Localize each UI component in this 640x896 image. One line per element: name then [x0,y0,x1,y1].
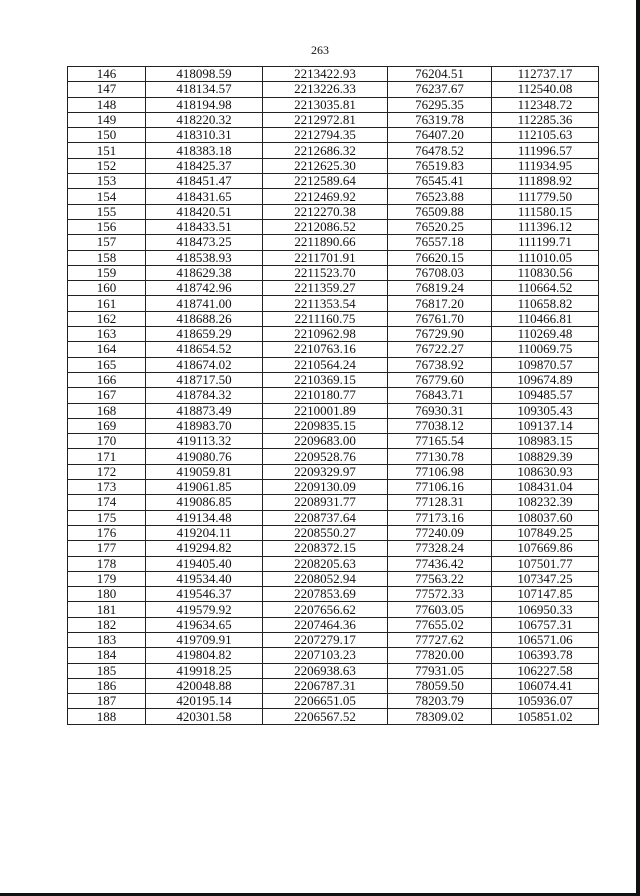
value-b-cell: 109137.14 [492,418,599,433]
point-number-cell: 185 [68,663,146,678]
y-coordinate-cell: 2209329.97 [263,464,388,479]
y-coordinate-cell: 2209130.09 [263,480,388,495]
table-row [68,143,599,158]
table-row [68,648,599,663]
value-a-cell: 76509.88 [388,204,492,219]
table-row [68,128,599,143]
y-coordinate-cell: 2210962.98 [263,327,388,342]
value-a-cell: 76407.20 [388,128,492,143]
table-body [68,67,599,725]
value-b-cell: 106757.31 [492,617,599,632]
table-row [68,174,599,189]
point-number-cell: 151 [68,143,146,158]
y-coordinate-cell: 2208550.27 [263,525,388,540]
point-number-cell: 150 [68,128,146,143]
value-a-cell: 76761.70 [388,311,492,326]
x-coordinate-cell: 418674.02 [146,357,263,372]
table-row [68,556,599,571]
value-b-cell: 110269.48 [492,327,599,342]
point-number-cell: 181 [68,602,146,617]
table-row [68,189,599,204]
point-number-cell: 172 [68,464,146,479]
x-coordinate-cell: 419918.25 [146,663,263,678]
value-a-cell: 76520.25 [388,219,492,234]
y-coordinate-cell: 2211359.27 [263,281,388,296]
value-b-cell: 107501.77 [492,556,599,571]
y-coordinate-cell: 2208372.15 [263,541,388,556]
point-number-cell: 184 [68,648,146,663]
x-coordinate-cell: 419204.11 [146,525,263,540]
point-number-cell: 147 [68,82,146,97]
point-number-cell: 155 [68,204,146,219]
value-b-cell: 105936.07 [492,694,599,709]
value-b-cell: 106393.78 [492,648,599,663]
x-coordinate-cell: 418433.51 [146,219,263,234]
value-a-cell: 76478.52 [388,143,492,158]
value-b-cell: 109305.43 [492,403,599,418]
value-b-cell: 108983.15 [492,434,599,449]
y-coordinate-cell: 2212469.92 [263,189,388,204]
y-coordinate-cell: 2207656.62 [263,602,388,617]
value-a-cell: 76237.67 [388,82,492,97]
value-b-cell: 110664.52 [492,281,599,296]
value-b-cell: 111199.71 [492,235,599,250]
table-row [68,327,599,342]
point-number-cell: 146 [68,67,146,82]
point-number-cell: 174 [68,495,146,510]
value-a-cell: 78203.79 [388,694,492,709]
y-coordinate-cell: 2210369.15 [263,372,388,387]
value-a-cell: 76204.51 [388,67,492,82]
value-a-cell: 76843.71 [388,388,492,403]
table-row [68,541,599,556]
x-coordinate-cell: 419546.37 [146,587,263,602]
value-a-cell: 77727.62 [388,632,492,647]
y-coordinate-cell: 2212686.32 [263,143,388,158]
x-coordinate-cell: 418983.70 [146,418,263,433]
y-coordinate-cell: 2213226.33 [263,82,388,97]
x-coordinate-cell: 419579.92 [146,602,263,617]
x-coordinate-cell: 418538.93 [146,250,263,265]
value-b-cell: 109674.89 [492,372,599,387]
table-row [68,571,599,586]
value-b-cell: 111934.95 [492,158,599,173]
y-coordinate-cell: 2206567.52 [263,709,388,724]
point-number-cell: 167 [68,388,146,403]
table-row [68,342,599,357]
x-coordinate-cell: 419804.82 [146,648,263,663]
value-b-cell: 111898.92 [492,174,599,189]
table-row [68,219,599,234]
value-a-cell: 78059.50 [388,678,492,693]
value-b-cell: 106074.41 [492,678,599,693]
point-number-cell: 149 [68,112,146,127]
point-number-cell: 148 [68,97,146,112]
value-b-cell: 108037.60 [492,510,599,525]
point-number-cell: 160 [68,281,146,296]
y-coordinate-cell: 2207279.17 [263,632,388,647]
value-b-cell: 106950.33 [492,602,599,617]
table-row [68,357,599,372]
y-coordinate-cell: 2210180.77 [263,388,388,403]
x-coordinate-cell: 419061.85 [146,480,263,495]
value-a-cell: 76295.35 [388,97,492,112]
value-a-cell: 76817.20 [388,296,492,311]
point-number-cell: 158 [68,250,146,265]
point-number-cell: 183 [68,632,146,647]
point-number-cell: 179 [68,571,146,586]
point-number-cell: 169 [68,418,146,433]
point-number-cell: 164 [68,342,146,357]
point-number-cell: 178 [68,556,146,571]
y-coordinate-cell: 2207103.23 [263,648,388,663]
value-a-cell: 77603.05 [388,602,492,617]
value-b-cell: 112540.08 [492,82,599,97]
point-number-cell: 170 [68,434,146,449]
x-coordinate-cell: 418629.38 [146,265,263,280]
table-row [68,372,599,387]
y-coordinate-cell: 2210763.16 [263,342,388,357]
point-number-cell: 161 [68,296,146,311]
value-a-cell: 77240.09 [388,525,492,540]
point-number-cell: 157 [68,235,146,250]
value-a-cell: 76620.15 [388,250,492,265]
value-b-cell: 110658.82 [492,296,599,311]
value-b-cell: 108232.39 [492,495,599,510]
point-number-cell: 173 [68,480,146,495]
table-row [68,265,599,280]
point-number-cell: 171 [68,449,146,464]
x-coordinate-cell: 418742.96 [146,281,263,296]
x-coordinate-cell: 419059.81 [146,464,263,479]
value-a-cell: 77106.98 [388,464,492,479]
x-coordinate-cell: 419534.40 [146,571,263,586]
point-number-cell: 154 [68,189,146,204]
x-coordinate-cell: 418741.00 [146,296,263,311]
y-coordinate-cell: 2211160.75 [263,311,388,326]
table-row [68,587,599,602]
y-coordinate-cell: 2210001.89 [263,403,388,418]
point-number-cell: 153 [68,174,146,189]
table-row [68,525,599,540]
point-number-cell: 168 [68,403,146,418]
value-a-cell: 76523.88 [388,189,492,204]
value-a-cell: 77655.02 [388,617,492,632]
table-row [68,250,599,265]
value-a-cell: 76319.78 [388,112,492,127]
value-b-cell: 107347.25 [492,571,599,586]
table-row [68,403,599,418]
y-coordinate-cell: 2209683.00 [263,434,388,449]
value-b-cell: 105851.02 [492,709,599,724]
page-number: 263 [311,43,329,57]
table-row [68,97,599,112]
table-row [68,235,599,250]
scan-edge-right [636,0,640,896]
table-row [68,67,599,82]
point-number-cell: 166 [68,372,146,387]
x-coordinate-cell: 418717.50 [146,372,263,387]
table-row [68,709,599,724]
value-b-cell: 110466.81 [492,311,599,326]
value-a-cell: 76557.18 [388,235,492,250]
value-a-cell: 77165.54 [388,434,492,449]
y-coordinate-cell: 2207853.69 [263,587,388,602]
value-b-cell: 111396.12 [492,219,599,234]
y-coordinate-cell: 2206938.63 [263,663,388,678]
y-coordinate-cell: 2210564.24 [263,357,388,372]
value-b-cell: 111779.50 [492,189,599,204]
value-a-cell: 77931.05 [388,663,492,678]
table-row [68,158,599,173]
value-b-cell: 108431.04 [492,480,599,495]
point-number-cell: 188 [68,709,146,724]
value-a-cell: 77038.12 [388,418,492,433]
point-number-cell: 180 [68,587,146,602]
value-a-cell: 77563.22 [388,571,492,586]
table-row [68,632,599,647]
x-coordinate-cell: 419086.85 [146,495,263,510]
y-coordinate-cell: 2208205.63 [263,556,388,571]
y-coordinate-cell: 2212794.35 [263,128,388,143]
x-coordinate-cell: 418688.26 [146,311,263,326]
table-row [68,495,599,510]
point-number-cell: 156 [68,219,146,234]
value-a-cell: 77820.00 [388,648,492,663]
value-b-cell: 106571.06 [492,632,599,647]
x-coordinate-cell: 418431.65 [146,189,263,204]
y-coordinate-cell: 2211701.91 [263,250,388,265]
x-coordinate-cell: 419294.82 [146,541,263,556]
x-coordinate-cell: 419634.65 [146,617,263,632]
value-b-cell: 112737.17 [492,67,599,82]
table-row [68,296,599,311]
x-coordinate-cell: 418451.47 [146,174,263,189]
table-row [68,602,599,617]
x-coordinate-cell: 419405.40 [146,556,263,571]
point-number-cell: 165 [68,357,146,372]
value-a-cell: 76819.24 [388,281,492,296]
x-coordinate-cell: 419113.32 [146,434,263,449]
value-b-cell: 111996.57 [492,143,599,158]
point-number-cell: 159 [68,265,146,280]
x-coordinate-cell: 419134.48 [146,510,263,525]
table-row [68,449,599,464]
table-row [68,112,599,127]
table-row [68,694,599,709]
y-coordinate-cell: 2208737.64 [263,510,388,525]
x-coordinate-cell: 418654.52 [146,342,263,357]
value-a-cell: 77436.42 [388,556,492,571]
y-coordinate-cell: 2212270.38 [263,204,388,219]
table-row [68,281,599,296]
y-coordinate-cell: 2213035.81 [263,97,388,112]
value-a-cell: 76930.31 [388,403,492,418]
y-coordinate-cell: 2209528.76 [263,449,388,464]
x-coordinate-cell: 418473.25 [146,235,263,250]
y-coordinate-cell: 2209835.15 [263,418,388,433]
point-number-cell: 187 [68,694,146,709]
value-b-cell: 112105.63 [492,128,599,143]
x-coordinate-cell: 418194.98 [146,97,263,112]
x-coordinate-cell: 418425.37 [146,158,263,173]
value-a-cell: 77128.31 [388,495,492,510]
x-coordinate-cell: 418784.32 [146,388,263,403]
x-coordinate-cell: 418420.51 [146,204,263,219]
table-row [68,464,599,479]
point-number-cell: 163 [68,327,146,342]
point-number-cell: 176 [68,525,146,540]
value-a-cell: 77328.24 [388,541,492,556]
value-b-cell: 112348.72 [492,97,599,112]
value-b-cell: 112285.36 [492,112,599,127]
value-b-cell: 110069.75 [492,342,599,357]
y-coordinate-cell: 2208931.77 [263,495,388,510]
value-b-cell: 108630.93 [492,464,599,479]
value-a-cell: 78309.02 [388,709,492,724]
x-coordinate-cell: 420301.58 [146,709,263,724]
value-b-cell: 111580.15 [492,204,599,219]
value-b-cell: 107849.25 [492,525,599,540]
table-row [68,418,599,433]
x-coordinate-cell: 418873.49 [146,403,263,418]
table-row [68,204,599,219]
point-number-cell: 186 [68,678,146,693]
value-a-cell: 76738.92 [388,357,492,372]
value-a-cell: 76722.27 [388,342,492,357]
y-coordinate-cell: 2211353.54 [263,296,388,311]
y-coordinate-cell: 2208052.94 [263,571,388,586]
value-b-cell: 110830.56 [492,265,599,280]
point-number-cell: 182 [68,617,146,632]
point-number-cell: 162 [68,311,146,326]
y-coordinate-cell: 2213422.93 [263,67,388,82]
value-b-cell: 107147.85 [492,587,599,602]
value-a-cell: 77130.78 [388,449,492,464]
value-a-cell: 77106.16 [388,480,492,495]
x-coordinate-cell: 418659.29 [146,327,263,342]
point-number-cell: 152 [68,158,146,173]
value-a-cell: 76779.60 [388,372,492,387]
y-coordinate-cell: 2212625.30 [263,158,388,173]
table-row [68,678,599,693]
y-coordinate-cell: 2212086.52 [263,219,388,234]
x-coordinate-cell: 418098.59 [146,67,263,82]
value-b-cell: 106227.58 [492,663,599,678]
table-row [68,82,599,97]
x-coordinate-cell: 418310.31 [146,128,263,143]
y-coordinate-cell: 2211523.70 [263,265,388,280]
x-coordinate-cell: 420048.88 [146,678,263,693]
x-coordinate-cell: 419709.91 [146,632,263,647]
value-b-cell: 109485.57 [492,388,599,403]
value-a-cell: 76708.03 [388,265,492,280]
x-coordinate-cell: 418134.57 [146,82,263,97]
y-coordinate-cell: 2211890.66 [263,235,388,250]
x-coordinate-cell: 418383.18 [146,143,263,158]
table-row [68,388,599,403]
value-b-cell: 108829.39 [492,449,599,464]
y-coordinate-cell: 2212972.81 [263,112,388,127]
table-row [68,510,599,525]
table-row [68,311,599,326]
value-a-cell: 76519.83 [388,158,492,173]
value-b-cell: 107669.86 [492,541,599,556]
x-coordinate-cell: 420195.14 [146,694,263,709]
table-row [68,617,599,632]
value-a-cell: 76729.90 [388,327,492,342]
coordinate-table [67,66,599,725]
value-a-cell: 77572.33 [388,587,492,602]
table-row [68,434,599,449]
table-row [68,480,599,495]
y-coordinate-cell: 2212589.64 [263,174,388,189]
value-b-cell: 111010.05 [492,250,599,265]
y-coordinate-cell: 2206787.31 [263,678,388,693]
value-a-cell: 77173.16 [388,510,492,525]
point-number-cell: 175 [68,510,146,525]
x-coordinate-cell: 418220.32 [146,112,263,127]
table-row [68,663,599,678]
point-number-cell: 177 [68,541,146,556]
y-coordinate-cell: 2206651.05 [263,694,388,709]
y-coordinate-cell: 2207464.36 [263,617,388,632]
x-coordinate-cell: 419080.76 [146,449,263,464]
value-b-cell: 109870.57 [492,357,599,372]
value-a-cell: 76545.41 [388,174,492,189]
